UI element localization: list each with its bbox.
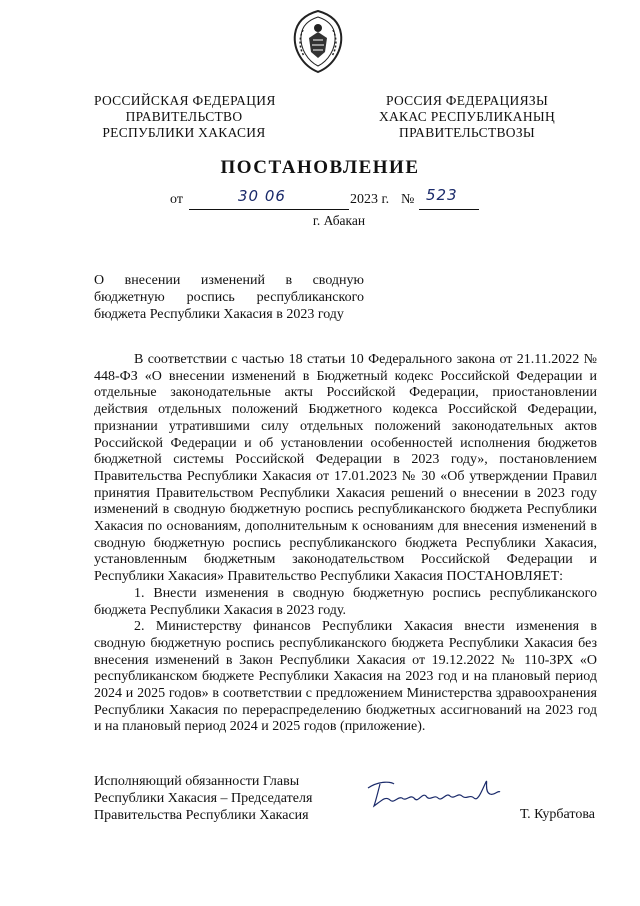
header-left-line: РОССИЙСКАЯ ФЕДЕРАЦИЯ [94, 93, 276, 108]
subject-line: бюджетную роспись республиканского [94, 290, 364, 305]
city: г. Абакан [312, 213, 366, 228]
body-paragraph: В соответствии с частью 18 статьи 10 Федерального закона от 21.11.2022 № 448-ФЗ «О внесении изменений в Бюджетный кодекс Российской Федерации и отдельные законодательные акты Российской Федерации, приостановлении действия отдельных положений Бюджетного кодекса Российской Федерации, признании утратившими силу отдельных положений законодательных актов Российской Федерации и об установлении особенностей исполнения бюджетов бюджетной системы Российской Федерации в 2023 году», постановлением Правительства Республики Хакасия от 17.01.2023 № 30 «Об утверждении Правил принятия Правительством Республики Хакасия решений о внесении в 2023 году изменений в сводную бюджетную роспись республиканского бюджета Республики Хакасия по основаниям, дополнительным к основаниям для внесения изменений в сводную бюджетную роспись республиканского бюджета Республики Хакасия, установленным бюджетным законодательством Российской Федерации и Республики Хакасия» Правительство Республики Хакасия ПОСТАНОВЛЯЕТ: [94, 352, 597, 585]
from-label: от [170, 192, 183, 207]
subject-line: бюджета Республики Хакасия в 2023 году [94, 307, 344, 322]
coat-of-arms-icon [289, 8, 347, 76]
handwritten-signature [360, 770, 510, 815]
number-handwritten: 523 [426, 186, 458, 204]
document-body [94, 352, 597, 736]
body-paragraph: 1. Внести изменения в сводную бюджетную роспись республиканского бюджета Республики Хакасия в 2023 году. [94, 585, 597, 618]
header-left [94, 93, 274, 141]
body-paragraph: 2. Министерству финансов Республики Хакасия внести изменения в сводную бюджетную роспись республиканского бюджета Республики Хакасия без внесения изменений в Закон Республики Хакасия от 19.12.2022 № 110-ЗРХ «О республиканском бюджете Республики Хакасия на 2023 год и на плановый период 2024 и 2025 годов» в соответствии с предложением Министерства здравоохранения Республики Хакасия по перераспределению бюджетных ассигнований на 2023 год и на плановый период 2024 и 2025 годов (приложение). [94, 619, 597, 735]
signatory-name: Т. Курбатова [520, 807, 595, 822]
position-line: Республики Хакасия – Председателя [94, 791, 313, 806]
header-right [372, 93, 562, 141]
header-right-line: РОССИЯ ФЕДЕРАЦИЯЗЫ [385, 93, 549, 108]
position-line: Исполняющий обязанности Главы [94, 774, 300, 789]
header-right-line: ХАКАС РЕСПУБЛИКАНЫҢ [378, 109, 556, 124]
subject [94, 272, 364, 323]
date-handwritten: 30 06 [238, 187, 286, 205]
position-line: Правительства Республики Хакасия [94, 808, 309, 823]
document-title: ПОСТАНОВЛЕНИЕ [220, 157, 420, 178]
header-right-line: ПРАВИТЕЛЬСТВОЗЫ [399, 125, 535, 140]
subject-line: О внесении изменений в сводную [94, 273, 364, 288]
year-label: 2023 г. [350, 192, 390, 207]
header-left-line: РЕСПУБЛИКИ ХАКАСИЯ [102, 125, 266, 140]
signature-position [94, 773, 312, 824]
header-left-line: ПРАВИТЕЛЬСТВО [125, 109, 243, 124]
number-label: № [401, 192, 415, 207]
